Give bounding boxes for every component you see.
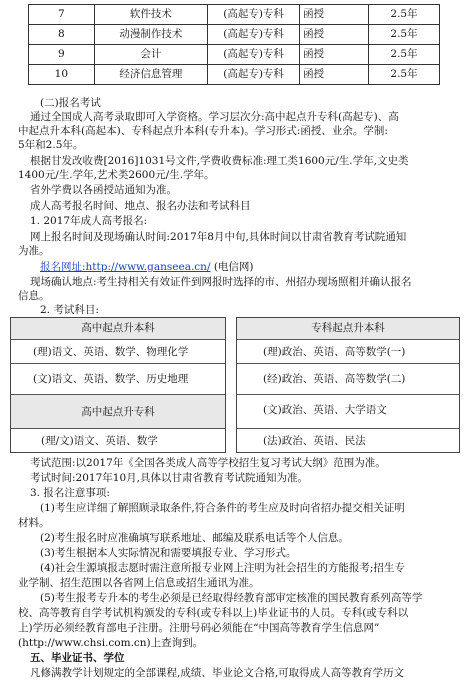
paragraph-line: 1. 2017年成人高考报名: <box>30 215 148 227</box>
site-note: (电信网) <box>213 261 254 273</box>
subjects-box-right <box>236 317 460 453</box>
paragraph-line: 凡修满教学计划规定的全部课程,成绩、毕业论文合格,可取得成人高等教育学历文 <box>30 667 405 679</box>
paragraph-line: 业学制、招生范围以各省网上信息或招生通讯为准。 <box>18 577 260 589</box>
subject-row: (理)语文、英语、数学、物理化学 <box>11 339 225 364</box>
paragraph-line: (5)考生报考专升本的考生必须是已经取得经教育部审定核准的国民教育系列高等学 <box>40 592 423 604</box>
study-years: 2.5年 <box>369 65 440 85</box>
study-years: 2.5年 <box>369 5 440 25</box>
study-form: 函授 <box>300 25 369 45</box>
paragraph-line: (3)考生根据本人实际情况和需要填报专业、学习形式。 <box>40 547 297 559</box>
box-header: 高中起点升本科 <box>11 318 225 339</box>
paragraph-line: 5年和2.5年。 <box>18 139 84 151</box>
paragraph-line: 通过全国成人高考录取即可入学资格。学习层次分:高中起点升专科(高起专)、高 <box>30 111 399 123</box>
major-name: 软件技术 <box>94 5 207 25</box>
paragraph-line: 考试时间:2017年10月,具体以甘肃省教育考试院通知为准。 <box>30 472 308 484</box>
row-number: 8 <box>29 25 95 45</box>
paragraph-line: 网上报名时间及现场确认时间:2017年8月中旬,具体时间以甘肃省教育考试院通知 <box>30 231 407 243</box>
section-2-title: (二)报名考试 <box>40 97 101 109</box>
major-level: (高起专)专科 <box>208 5 300 25</box>
paragraph-line: (2)考生报名时应准确填写联系地址、邮编及联系电话等个人信息。 <box>40 532 349 544</box>
study-years: 2.5年 <box>369 45 440 65</box>
box-header: 专科起点升本科 <box>237 318 459 339</box>
majors-table-body <box>29 5 440 85</box>
paragraph-line: 为准。 <box>18 245 50 257</box>
major-name: 经济信息管理 <box>94 65 207 85</box>
subject-row: (文)语文、英语、数学、历史地理 <box>11 363 225 395</box>
paragraph-line: 1400元/生.学年,艺术类2600元/生.学年。 <box>18 169 215 181</box>
row-number: 7 <box>29 5 95 25</box>
paragraph-line: 省外学费以各函授站通知为准。 <box>30 184 177 196</box>
subject-row: (文)政治、英语、大学语文 <box>237 394 459 429</box>
paragraph-line: 材料。 <box>18 517 50 529</box>
study-form: 函授 <box>300 5 369 25</box>
study-form: 函授 <box>300 65 369 85</box>
paragraph-line: (4)社会生源填报志愿时需注意所报专业网上注明为社会招生的方能报考;招生专 <box>40 562 405 574</box>
paragraph-line: 现场确认地点:考生持相关有效证件到网报时选择的市、州招办现场照相并确认报名 <box>30 276 412 288</box>
paragraph-line: 2. 考试科目: <box>40 304 99 316</box>
paragraph-line: 中起点升本科(高起本)、专科起点升本科(专升本)。学习形式:函授、业余。学制: <box>18 125 388 137</box>
table-row <box>29 5 440 25</box>
site-label: 报名网址: <box>40 261 86 273</box>
subject-row: (理/文)语文、英语、数学 <box>11 428 225 453</box>
paragraph-line: 信息。 <box>18 290 50 302</box>
major-level: (高起专)专科 <box>208 25 300 45</box>
paragraph-line: (http://www.chsi.com.cn)上查询到。 <box>18 637 204 649</box>
site-line <box>40 260 469 274</box>
box-header: 高中起点升专科 <box>11 394 225 429</box>
major-level: (高起专)专科 <box>208 65 300 85</box>
subject-row: (法)政治、英语、民法 <box>237 428 459 453</box>
majors-table <box>28 4 440 85</box>
paragraph-line: 3. 报名注意事项: <box>30 487 110 499</box>
paragraph-line: (1)考生应详细了解照顾录取条件,符合条件的考生应及时向省招办提交相关证明 <box>40 502 405 514</box>
major-level: (高起专)专科 <box>208 45 300 65</box>
subject-row: (理)政治、英语、高等数学(一) <box>237 339 459 364</box>
table-row <box>29 25 440 45</box>
table-row <box>29 45 440 65</box>
section-5-title: 五、毕业证书、学位 <box>30 652 125 664</box>
row-number: 9 <box>29 45 95 65</box>
study-form: 函授 <box>300 45 369 65</box>
major-name: 动漫制作技术 <box>94 25 207 45</box>
paragraph-line: 校、高等教育自学考试机构颁发的专科(或专科以上)毕业证书的人员。专科(或专科以 <box>18 607 409 619</box>
paragraph-line: 根据甘发改收费[2016]1031号文件,学费收费标准:理工类1600元/生.学年,文史类 <box>30 155 409 167</box>
study-years: 2.5年 <box>369 25 440 45</box>
subject-row: (经)政治、英语、高等数学(二) <box>237 363 459 395</box>
subjects-box-left <box>10 317 226 453</box>
paragraph-line: 成人高考报名时间、地点、报名办法和考试科目 <box>30 200 251 212</box>
paragraph-line: 考试范围:以2017年《全国各类成人高等学校招生复习考试大纲》范围为准。 <box>30 457 386 469</box>
major-name: 会计 <box>94 45 207 65</box>
paragraph-line: 上)学历必须经教育部电子注册。注册号码必须能在“中国高等教育学生信息网” <box>18 622 380 634</box>
table-row <box>29 65 440 85</box>
row-number: 10 <box>29 65 95 85</box>
site-link[interactable]: http://www.ganseea.cn/ <box>85 261 211 273</box>
